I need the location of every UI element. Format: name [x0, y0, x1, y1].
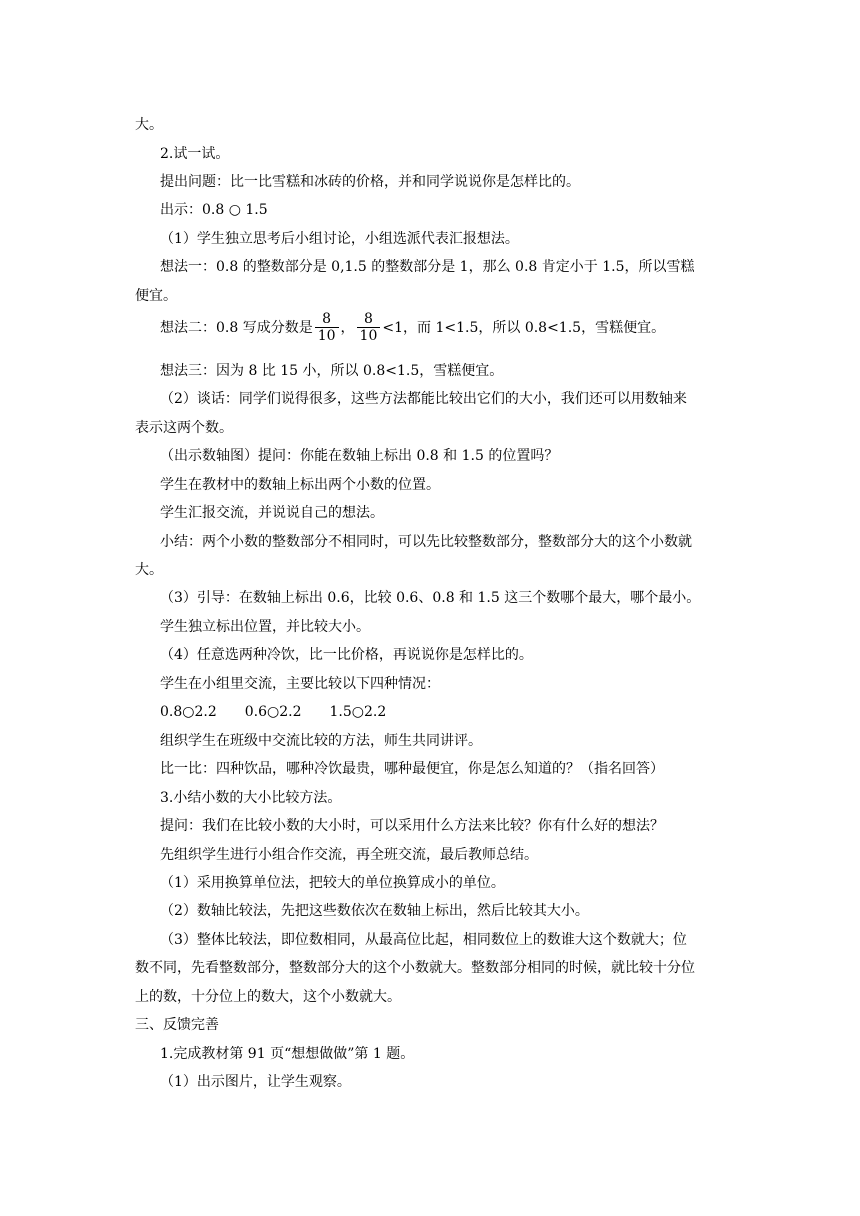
text-line: 大。	[135, 117, 163, 133]
text-line: 学生在小组里交流，主要比较以下四种情况：	[160, 676, 440, 692]
text-line: 提问：我们在比较小数的大小时，可以采用什么方法来比较？你有什么好的想法？	[160, 818, 664, 834]
fraction	[315, 311, 339, 344]
fraction-denominator: 10	[359, 327, 378, 344]
fraction	[357, 311, 381, 344]
section-heading: 2.试一试。	[160, 146, 230, 162]
text-line: 组织学生在班级中交流比较的方法，师生共同讲评。	[160, 733, 482, 749]
text-line: 想法三：因为 8 比 15 小，所以 0.8<1.5，雪糕便宜。	[160, 363, 504, 379]
text-line: 上的数，十分位上的数大，这个小数就大。	[135, 989, 401, 1005]
text-line: （4）任意选两种冷饮，比一比价格，再说说你是怎样比的。	[160, 647, 533, 663]
comparison-item: 0.6○2.2	[244, 704, 302, 720]
text-line: 比一比：四种饮品，哪种冷饮最贵，哪种最便宜，你是怎么知道的？（指名回答）	[160, 761, 664, 777]
text-line: （3）整体比较法，即位数相同，从最高位比起，相同数位上的数谁大这个数就大；位	[160, 932, 687, 948]
text-line: 学生独立标出位置，并比较大小。	[160, 619, 370, 635]
text-line: （1）出示图片，让学生观察。	[160, 1074, 351, 1090]
fraction-line	[160, 310, 665, 346]
text-line: 便宜。	[135, 288, 177, 304]
comparison-line	[160, 703, 386, 721]
text-line: （1）学生独立思考后小组讨论，小组选派代表汇报想法。	[160, 231, 519, 247]
fraction-numerator: 8	[357, 311, 381, 328]
text-line: 小结：两个小数的整数部分不相同时，可以先比较整数部分，整数部分大的这个小数就	[160, 534, 692, 550]
text-segment: <1，而 1<1.5，所以 0.8<1.5，雪糕便宜。	[382, 320, 666, 336]
text-line: 学生在教材中的数轴上标出两个小数的位置。	[160, 477, 440, 493]
text-line: 出示：0.8 ○ 1.5	[160, 202, 268, 218]
section-heading: 3.小结小数的大小比较方法。	[160, 790, 342, 806]
text-segment: ，	[340, 320, 355, 336]
text-line: （2）数轴比较法，先把这些数依次在数轴上标出，然后比较其大小。	[160, 903, 589, 919]
comparison-item: 1.5○2.2	[329, 704, 387, 720]
text-line: 大。	[135, 562, 163, 578]
text-line: 表示这两个数。	[135, 420, 233, 436]
text-line: 1.完成教材第 91 页“想想做做”第 1 题。	[160, 1046, 415, 1062]
text-line: 提出问题：比一比雪糕和冰砖的价格，并和同学说说你是怎样比的。	[160, 174, 580, 190]
text-line: 数不同，先看整数部分，整数部分大的这个小数就大。整数部分相同的时候，就比较十分位	[135, 960, 695, 976]
text-line: （3）引导：在数轴上标出 0.6，比较 0.6、0.8 和 1.5 这三个数哪个最大，哪个最小。	[160, 590, 701, 606]
text-segment: 想法二：0.8 写成分数是	[160, 320, 313, 336]
text-line: 先组织学生进行小组合作交流，再全班交流，最后教师总结。	[160, 847, 538, 863]
text-line: （2）谈话：同学们说得很多，这些方法都能比较出它们的大小，我们还可以用数轴来	[160, 391, 687, 407]
text-line: 想法一：0.8 的整数部分是 0,1.5 的整数部分是 1，那么 0.8 肯定小于 1.5，所以雪糕	[160, 259, 695, 275]
fraction-denominator: 10	[317, 327, 336, 344]
text-line: 学生汇报交流，并说说自己的想法。	[160, 505, 384, 521]
comparison-item: 0.8○2.2	[160, 704, 217, 720]
text-line: （出示数轴图）提问：你能在数轴上标出 0.8 和 1.5 的位置吗？	[160, 448, 559, 464]
text-line: （1）采用换算单位法，把较大的单位换算成小的单位。	[160, 875, 505, 891]
fraction-numerator: 8	[315, 311, 339, 328]
section-heading: 三、反馈完善	[135, 1017, 219, 1033]
